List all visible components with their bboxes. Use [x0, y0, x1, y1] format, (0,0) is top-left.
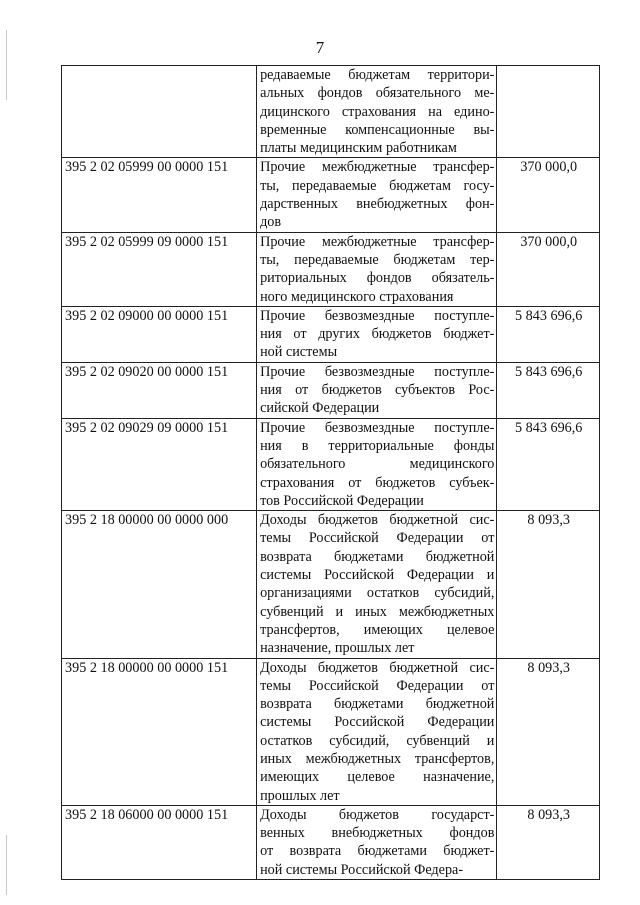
description-line: венных внебюджетных фондов [260, 825, 495, 842]
description-line: редаваемые бюджетам территори- [260, 67, 495, 83]
description-line: возврата бюджетами бюджетной [260, 696, 495, 713]
description-cell [257, 805, 497, 879]
amount-cell: 8 093,3 [497, 658, 600, 805]
description-cell [257, 418, 497, 510]
budget-code-cell: 395 2 02 05999 00 0000 151 [62, 158, 257, 232]
description-line: ного медицинского страхования [260, 288, 454, 305]
description-line: дов [260, 214, 282, 231]
description-line: Прочие безвозмездные поступле- [260, 419, 495, 436]
description-line: остатков субсидий, субвенций и [260, 732, 495, 749]
table-row [62, 362, 600, 418]
description-line: дицинского страхования на едино- [260, 103, 495, 120]
amount-cell: 8 093,3 [497, 511, 600, 658]
description-line: Прочие безвозмездные поступле- [260, 363, 495, 380]
page-number: 7 [315, 38, 325, 57]
description-line: субвенций и иных межбюджетных [260, 603, 495, 620]
description-line: ной системы Российской Федера- [260, 861, 464, 878]
description-line: возврата бюджетами бюджетной [260, 548, 495, 565]
description-line: системы Российской Федерации и [260, 567, 495, 584]
description-line: Прочие межбюджетные трансфер- [260, 159, 495, 176]
description-line: иных межбюджетных трансфертов, [260, 750, 495, 767]
description-line: Доходы бюджетов государст- [260, 806, 495, 823]
description-line: Доходы бюджетов бюджетной сис- [260, 512, 495, 529]
description-line: организациями остатков субсидий, [260, 585, 495, 602]
table-row [62, 158, 600, 232]
amount-cell: 370 000,0 [497, 158, 600, 232]
description-line: ной системы [260, 344, 338, 361]
description-line: системы Российской Федерации [260, 714, 495, 731]
table-row [62, 306, 600, 362]
description-line: платы медицинским работникам [260, 140, 457, 157]
table-row [62, 805, 600, 879]
table-row [62, 66, 600, 158]
binding-holes-mark [6, 835, 7, 895]
description-line: временные компенсационные вы- [260, 121, 495, 138]
description-line: Доходы бюджетов бюджетной сис- [260, 659, 495, 676]
description-line: от возврата бюджетами бюджет- [260, 843, 495, 860]
budget-code-cell: 395 2 02 09020 00 0000 151 [62, 362, 257, 418]
description-line: дарственных внебюджетных фон- [260, 196, 495, 213]
description-cell [257, 158, 497, 232]
description-line: ния от других бюджетов бюджет- [260, 326, 495, 343]
revenue-table [61, 65, 600, 880]
description-line: прошлых лет [260, 787, 340, 804]
description-cell [257, 362, 497, 418]
amount-cell: 8 093,3 [497, 805, 600, 879]
budget-code-cell: 395 2 18 00000 00 0000 151 [62, 658, 257, 805]
table-row [62, 232, 600, 306]
description-cell [257, 511, 497, 658]
description-line: риториальных фондов обязатель- [260, 270, 495, 287]
budget-code-cell: 395 2 02 05999 09 0000 151 [62, 232, 257, 306]
description-line: трансфертов, имеющих целевое [260, 621, 495, 638]
description-line: сийской Федерации [260, 400, 380, 417]
budget-code-cell: 395 2 18 06000 00 0000 151 [62, 805, 257, 879]
description-cell [257, 306, 497, 362]
description-line: тов Российской Федерации [260, 492, 424, 509]
table-row [62, 658, 600, 805]
description-line: Прочие безвозмездные поступле- [260, 307, 495, 324]
description-line: Прочие межбюджетные трансфер- [260, 233, 495, 250]
description-line: темы Российской Федерации от [260, 677, 495, 694]
description-line: ния в территориальные фонды [260, 437, 495, 454]
amount-cell: 5 843 696,6 [497, 362, 600, 418]
description-line: страхования от бюджетов субъек- [260, 474, 495, 491]
description-line: обязательного медицинского [260, 456, 495, 473]
budget-code-cell [62, 66, 257, 158]
table-row [62, 418, 600, 510]
description-line: ты, передаваемые бюджетам тер- [260, 251, 495, 268]
description-cell [257, 66, 497, 158]
description-line: ты, передаваемые бюджетам госу- [260, 177, 495, 194]
amount-cell [497, 66, 600, 158]
description-cell [257, 658, 497, 805]
budget-code-cell: 395 2 02 09029 09 0000 151 [62, 418, 257, 510]
revenue-table-body [62, 66, 600, 880]
table-row [62, 511, 600, 658]
budget-code-cell: 395 2 18 00000 00 0000 000 [62, 511, 257, 658]
amount-cell: 370 000,0 [497, 232, 600, 306]
amount-cell: 5 843 696,6 [497, 306, 600, 362]
description-line: темы Российской Федерации от [260, 530, 495, 547]
description-line: назначение, прошлых лет [260, 640, 415, 657]
description-cell [257, 232, 497, 306]
amount-cell: 5 843 696,6 [497, 418, 600, 510]
description-line: ния от бюджетов субъектов Рос- [260, 382, 495, 399]
description-line: альных фондов обязательного ме- [260, 85, 495, 102]
description-line: имеющих целевое назначение, [260, 769, 495, 786]
budget-code-cell: 395 2 02 09000 00 0000 151 [62, 306, 257, 362]
